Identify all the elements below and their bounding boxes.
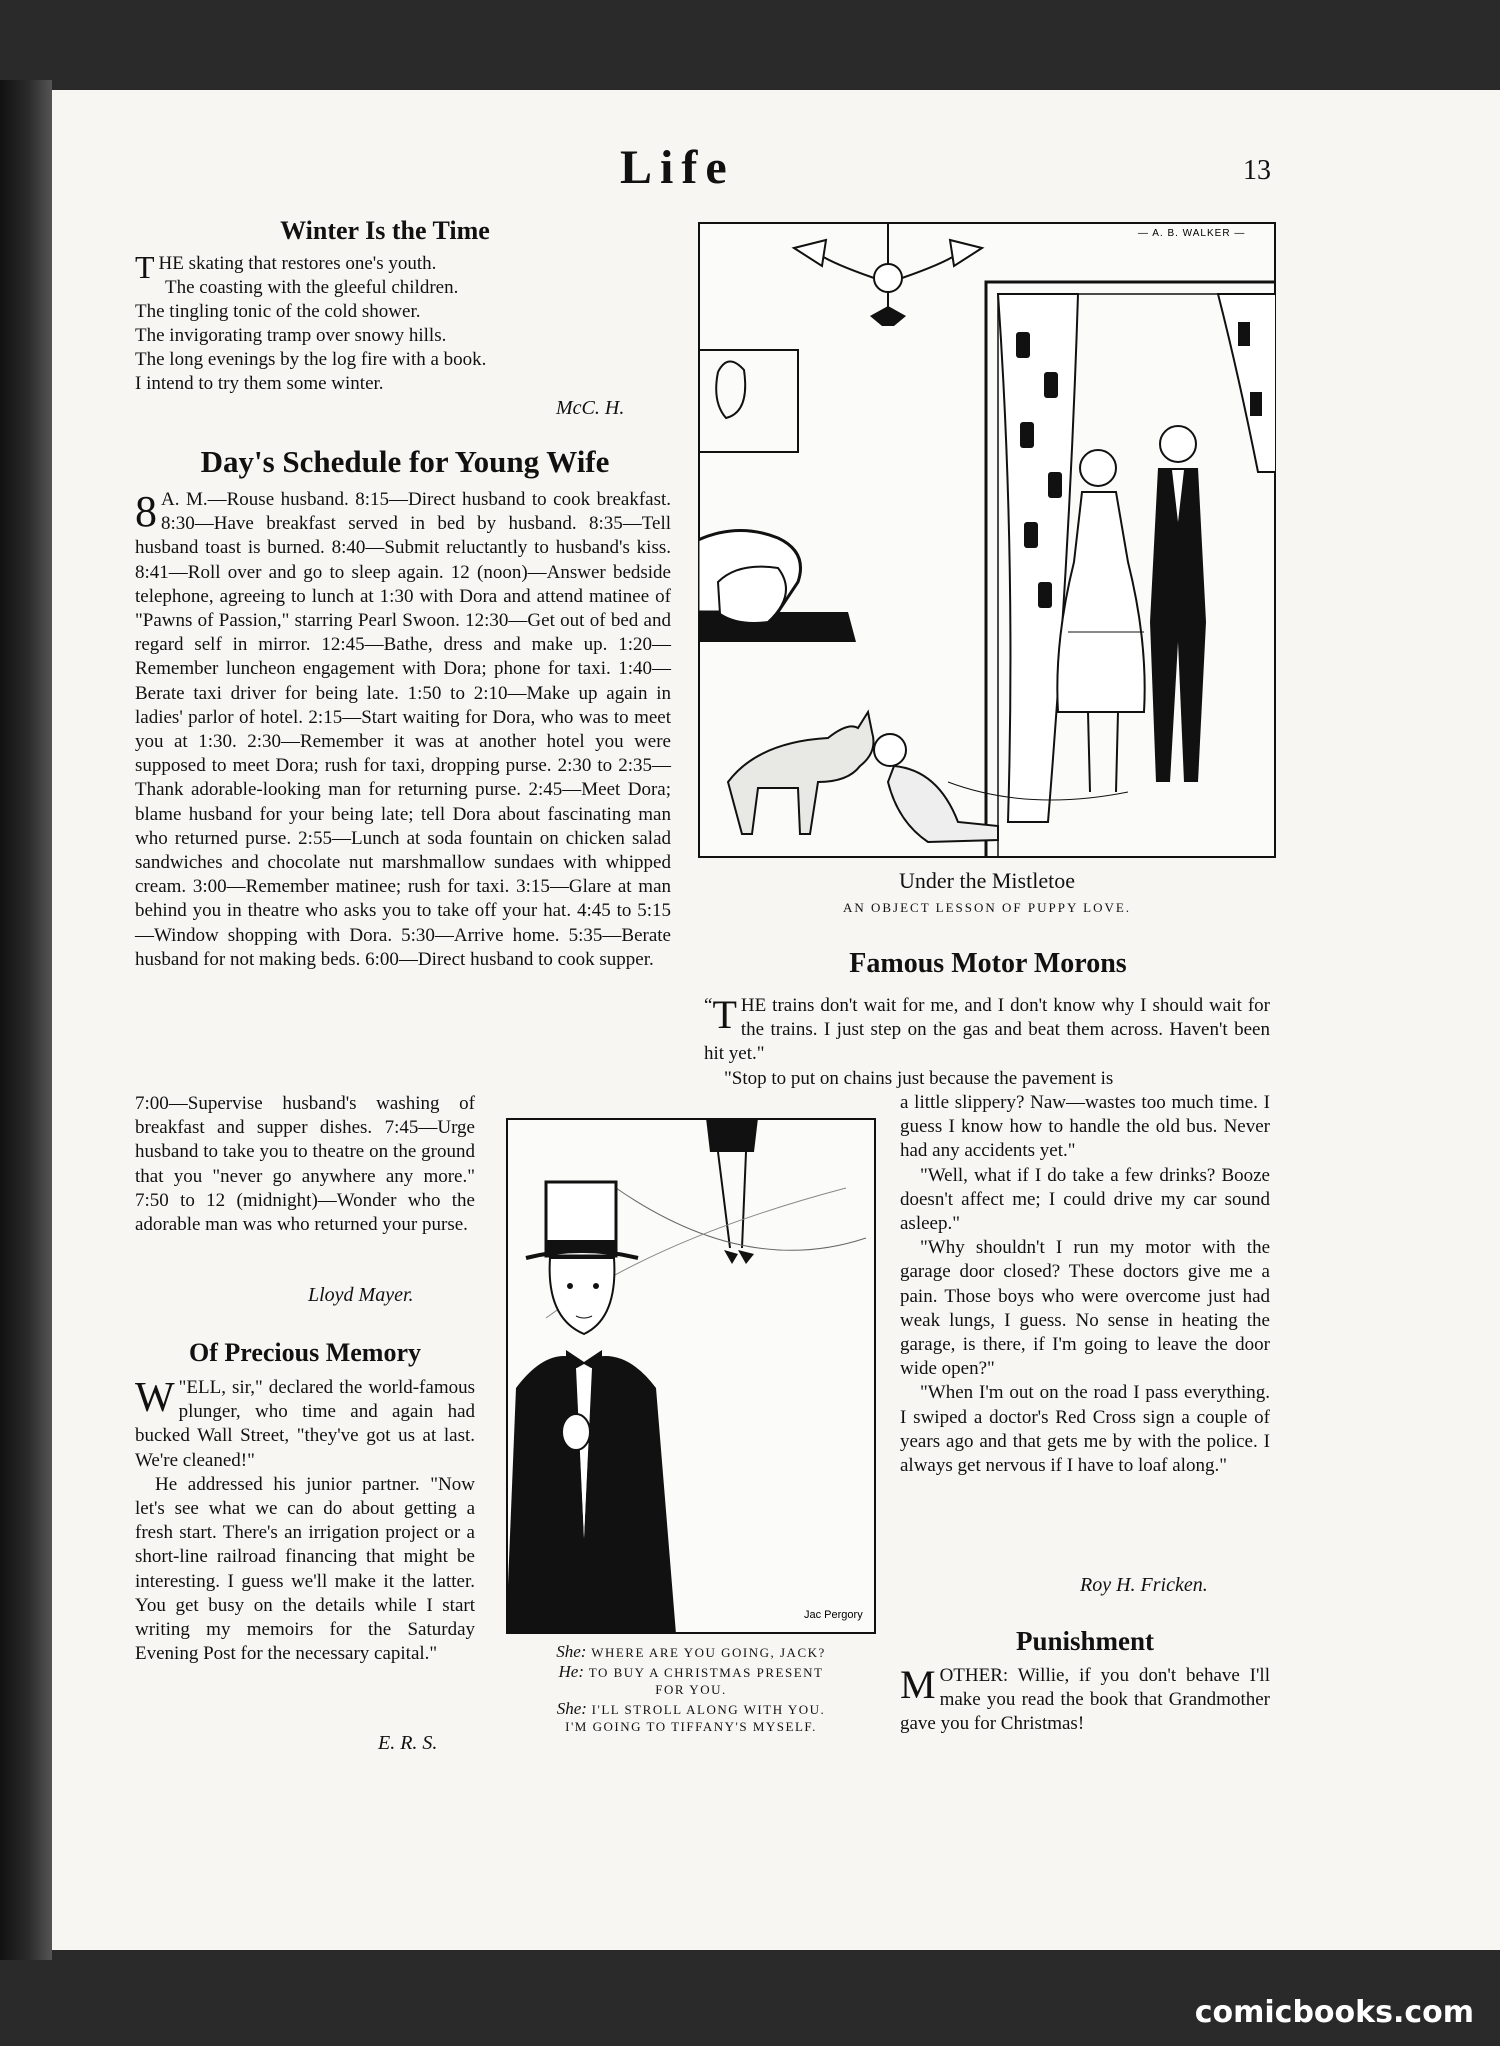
memory-paragraph: He addressed his junior partner. "Now let's see what we can do about getting a fresh start. There's an irrigation project or a short-line railroad financing that might be interesting. I guess we'll make it the latter. You get busy on the details while I start writing my memoirs for the Saturday Evening Post for the necessary capital." (135, 1473, 475, 1665)
motor-text: HE trains don't wait for me, and I don't know why I should wait for the trains. I just step on the gas and beat them across. Haven't been hit yet." (704, 995, 1270, 1065)
woman-head (1080, 450, 1116, 486)
caption-line (506, 1662, 876, 1682)
caption-text: FOR YOU. (655, 1682, 727, 1697)
mistletoe-illustration (698, 222, 1276, 858)
boy-head (874, 734, 906, 766)
caption-speaker: She: (556, 1642, 587, 1661)
caption-text: I'LL STROLL ALONG WITH YOU. (591, 1702, 826, 1717)
schedule-dropcap: 8 (135, 487, 157, 536)
motor-title: Famous Motor Morons (849, 948, 1127, 979)
motor-paragraph: “ T HE trains don't wait for me, and I don't know why I should wait for the trains. I just step on the gas and beat them across. Haven't been hit yet." (704, 992, 1270, 1065)
caption-line (506, 1682, 876, 1699)
winter-poem (135, 249, 655, 396)
caption-speaker: He: (558, 1662, 584, 1681)
memory-dropcap: W (135, 1375, 175, 1421)
motor-paragraph: "When I'm out on the road I pass everything. I swiped a doctor's Red Cross sign a couple of years ago and that gets me by with the police. I always get nervous if I have to loaf along." (900, 1382, 1270, 1477)
caption-speaker: She: (556, 1699, 587, 1718)
schedule-body-bottom: 7:00—Supervise husband's washing of breakfast and supper dishes. 7:45—Urge husband to take you to theatre on the ground that you "never go anywhere any more." 7:50 to 12 (midnight)—Wonder who the adorable man was who returned your purse. (135, 1093, 475, 1236)
man-tuxedo (506, 1356, 676, 1634)
poem-line: I intend to try them some winter. (135, 373, 384, 394)
punishment-text: OTHER: Willie, if you don't behave I'll make you read the book that Grandmother gave you for Christmas! (900, 1665, 1270, 1735)
motor-paragraph: "Stop to put on chains just because the pavement is (724, 1067, 1114, 1089)
man-head (1160, 426, 1196, 462)
poem-line: The tingling tonic of the cold shower. (135, 301, 421, 322)
memory-title: Of Precious Memory (189, 1338, 421, 1367)
caption-line (506, 1699, 876, 1719)
poem-line (135, 249, 655, 285)
mistletoe-artist-signature: — A. B. WALKER — (1138, 228, 1246, 239)
memory-body (135, 1376, 475, 1666)
punishment-title: Punishment (1015, 1626, 1155, 1656)
winter-dropcap: T (135, 249, 155, 285)
winter-title: Winter Is the Time (280, 216, 490, 245)
mistletoe-caption-sub: AN OBJECT LESSON OF PUPPY LOVE. (842, 900, 1132, 915)
caption-text: WHERE ARE YOU GOING, JACK? (591, 1645, 826, 1660)
schedule-author: Lloyd Mayer. (308, 1284, 414, 1306)
woman-skirt (706, 1118, 758, 1152)
site-watermark: comicbooks.com (1194, 1995, 1474, 2030)
schedule-body-top (135, 488, 671, 972)
motor-body-column (900, 1091, 1270, 1478)
tiffany-caption (506, 1642, 876, 1736)
motor-paragraph: "Why shouldn't I run my motor with the garage door closed? These doctors give me a pain. Those boys who were overcome just had weak lungs, I guess. No sense in heating the garage, is there, if I'm going to leave the door wide open?" (900, 1237, 1270, 1380)
memory-author: E. R. S. (378, 1732, 438, 1754)
motor-paragraph: "Well, what if I do take a few drinks? Booze doesn't affect me; I could drive my car sound asleep." (900, 1164, 1270, 1235)
memory-paragraph (135, 1376, 475, 1473)
cushion (718, 567, 786, 623)
ceiling-lamp (874, 264, 902, 292)
poem-line: The long evenings by the log fire with a book. (135, 349, 487, 370)
caption-line (506, 1719, 876, 1736)
schedule-text: A. M.—Rouse husband. 8:15—Direct husband to cook breakfast. 8:30—Have breakfast served in bed by husband. 8:35—Tell husband toast is burned. 8:40—Submit reluctantly to husband's kiss. 8:41—Roll over and go to sleep again. 12 (noon)—Answer bedside telephone, agreeing to lunch at 1:30 with Dora and attend matinee of "Pawns of Passion," starring Pearl Swoon. 12:30—Get out of bed and regard self in mirror. 12:45—Bathe, dress and make up. 1:20—Remember luncheon engagement with Dora; phone for taxi. 1:40—Berate taxi driver for being late. 1:50 to 2:10—Make up again in ladies' parlor of hotel. 2:15—Start waiting for Dora, who was to meet you at 1:30. 2:30—Remember it was at another hotel you were supposed to meet Dora; rush for taxi, dropping purse. 2:30 to 2:35—Thank adorable-looking man for returning purse. 2:45—Meet Dora; blame husband for your being late; tell Dora about fascinating man who returned purse. 2:55—Lunch at soda fountain on chicken salad sandwiches and chocolate nut marshmallow sundaes with whipped cream. 3:00—Remember matinee; rush for taxi. 3:15—Glare at man behind you in theatre who asks you to take off your hat. 4:45 to 5:15—Window shopping with Dora. 5:30—Arrive home. 5:35—Berate husband for not making beds. 6:00—Direct husband to cook supper. (135, 489, 671, 970)
page-edge-shadow (0, 80, 52, 1960)
punishment-body (900, 1664, 1270, 1737)
motor-body-top (704, 994, 1270, 1091)
mistletoe-caption-title: Under the Mistletoe (899, 868, 1075, 893)
motor-paragraph: a little slippery? Naw—wastes too much time. I guess I know how to handle the old bus. Never had any accidents yet." (900, 1092, 1270, 1162)
caption-text: TO BUY A CHRISTMAS PRESENT (588, 1665, 824, 1680)
magazine-title: Life (620, 141, 735, 194)
top-hat-artist-signature: Jac Pergory (804, 1609, 863, 1621)
motor-author: Roy H. Fricken. (1080, 1574, 1208, 1596)
memory-text: "ELL, sir," declared the world-famous plunger, who time and again had bucked Wall Street, "they've got us at last. We're cleaned!" (135, 1377, 475, 1471)
punishment-dropcap: M (900, 1662, 936, 1707)
top-hat-illustration (506, 1118, 876, 1634)
poem-line-text: HE skating that restores one's youth. (158, 253, 437, 274)
poem-line: The coasting with the gleeful children. (165, 277, 459, 298)
schedule-title: Day's Schedule for Young Wife (200, 444, 610, 479)
motor-dropcap: T (712, 992, 737, 1037)
poem-line: The invigorating tramp over snowy hills. (135, 325, 447, 346)
caption-line (506, 1642, 876, 1662)
winter-author: McC. H. (556, 397, 625, 419)
page-number: 13 (1243, 155, 1271, 186)
caption-text: I'M GOING TO TIFFANY'S MYSELF. (565, 1719, 817, 1734)
